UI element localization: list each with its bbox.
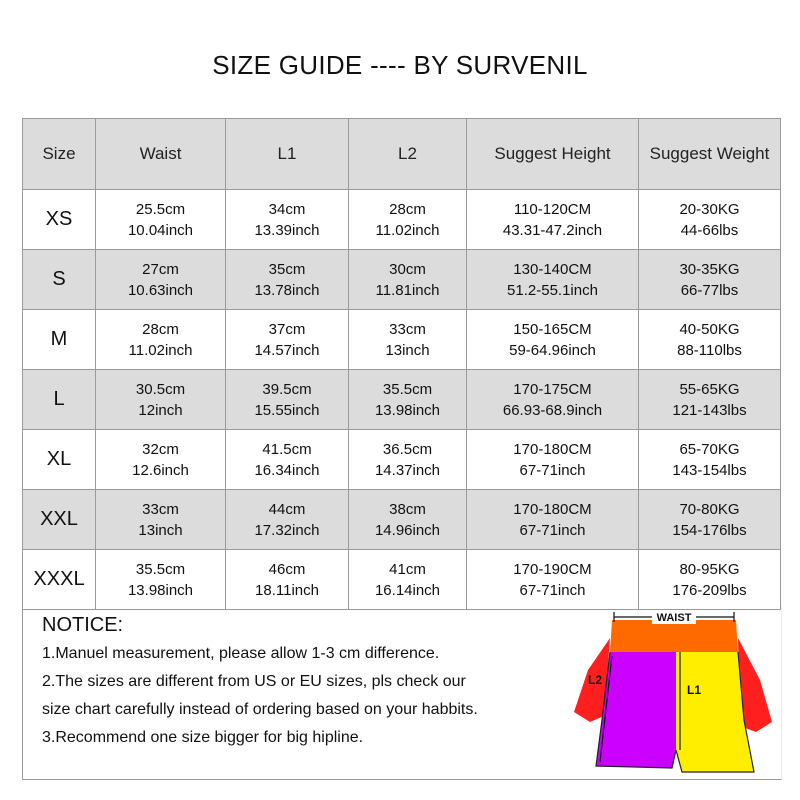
height-cell (467, 430, 639, 490)
height-imperial-value: 43.31-47.2inch (502, 221, 603, 239)
weight-metric-value: 80-95KG (679, 560, 740, 578)
notice-line-2: 2.The sizes are different from US or EU sizes, pls check our (42, 673, 466, 690)
height-imperial-value: 67-71inch (519, 581, 586, 599)
table-row (23, 310, 781, 370)
l1-cell (226, 430, 349, 490)
shorts-waistband (610, 620, 738, 652)
l1-imperial-value: 13.39inch (254, 221, 320, 239)
l2-cell (349, 430, 467, 490)
height-metric-value: 130-140CM (513, 260, 592, 278)
l1-cell (226, 490, 349, 550)
l1-metric-value: 37cm (268, 320, 306, 338)
weight-imperial-value: 66-77lbs (680, 281, 739, 299)
height-imperial-value: 51.2-55.1inch (507, 281, 598, 299)
waist-metric-value: 25.5cm (135, 200, 186, 218)
height-cell (467, 310, 639, 370)
l2-metric-value: 41cm (389, 560, 426, 578)
shorts-diagram (560, 600, 800, 790)
header-l1: L1 (226, 119, 349, 190)
waist-imperial-value: 12.6inch (132, 461, 189, 479)
l1-imperial-value: 14.57inch (254, 341, 320, 359)
l2-metric-value: 36.5cm (382, 440, 433, 458)
header-size: Size (23, 119, 96, 190)
l1-metric-value: 35cm (268, 260, 306, 278)
l2-cell (349, 310, 467, 370)
l1-metric-value: 46cm (268, 560, 306, 578)
size-cell: S (23, 250, 96, 310)
notice-line-4: 3.Recommend one size bigger for big hipline. (42, 729, 364, 746)
l2-metric-value: 33cm (389, 320, 426, 338)
weight-cell (639, 250, 781, 310)
waist-imperial-value: 13inch (138, 521, 183, 539)
weight-metric-value: 65-70KG (679, 440, 740, 458)
weight-cell (639, 490, 781, 550)
weight-imperial-value: 121-143lbs (672, 401, 747, 419)
weight-imperial-value: 88-110lbs (677, 341, 742, 359)
height-cell (467, 190, 639, 250)
height-metric-value: 170-180CM (513, 440, 592, 458)
l2-metric-value: 38cm (389, 500, 426, 518)
l2-cell (349, 490, 467, 550)
weight-metric-value: 70-80KG (679, 500, 740, 518)
l1-cell (226, 310, 349, 370)
page-title: SIZE GUIDE ---- BY SURVENIL (212, 50, 588, 80)
waist-imperial-value: 11.02inch (128, 341, 193, 359)
waist-metric-value: 35.5cm (135, 560, 186, 578)
waist-cell (96, 190, 226, 250)
table-row (23, 370, 781, 430)
l1-imperial-value: 18.11inch (255, 581, 319, 599)
l1-cell (226, 250, 349, 310)
waist-imperial-value: 13.98inch (127, 581, 194, 599)
notice-line-1: 1.Manuel measurement, please allow 1-3 cm difference. (42, 645, 440, 662)
table-row (23, 190, 781, 250)
weight-metric-value: 55-65KG (679, 380, 740, 398)
waist-cell (96, 310, 226, 370)
waist-metric-value: 32cm (142, 440, 179, 458)
size-cell: XXXL (23, 550, 96, 610)
l2-label: L2 (588, 673, 603, 687)
l2-cell (349, 370, 467, 430)
weight-cell (639, 430, 781, 490)
table-row (23, 250, 781, 310)
l1-metric-value: 39.5cm (262, 380, 312, 398)
l1-metric-value: 44cm (268, 500, 306, 518)
l2-imperial-value: 14.37inch (374, 461, 441, 479)
weight-cell (639, 370, 781, 430)
waist-label: WAIST (656, 612, 692, 624)
l1-imperial-value: 15.55inch (254, 401, 320, 419)
height-metric-value: 110-120CM (513, 200, 592, 218)
l2-imperial-value: 16.14inch (374, 581, 441, 599)
waist-cell (96, 370, 226, 430)
waist-imperial-value: 12inch (138, 401, 183, 419)
l2-cell (349, 190, 467, 250)
waist-metric-value: 33cm (142, 500, 179, 518)
waist-metric-value: 30.5cm (135, 380, 186, 398)
waist-cell (96, 250, 226, 310)
height-cell (467, 250, 639, 310)
l2-metric-value: 30cm (389, 260, 426, 278)
size-cell: XS (23, 190, 96, 250)
weight-imperial-value: 154-176lbs (672, 521, 747, 539)
notice-title: NOTICE: (42, 614, 124, 636)
weight-cell (639, 310, 781, 370)
weight-imperial-value: 44-66lbs (680, 221, 739, 239)
notice-line-3: size chart carefully instead of ordering based on your habbits. (42, 701, 478, 718)
l2-metric-value: 28cm (389, 200, 426, 218)
waist-cell (96, 430, 226, 490)
header-waist: Waist (96, 119, 226, 190)
header-l2: L2 (349, 119, 467, 190)
header-suggest-height: Suggest Height (467, 119, 639, 190)
size-chart-table (22, 118, 781, 610)
l2-imperial-value: 13.98inch (374, 401, 441, 419)
height-metric-value: 170-180CM (513, 500, 592, 518)
height-cell (467, 370, 639, 430)
waist-cell (96, 550, 226, 610)
table-header-row (23, 119, 781, 190)
l1-imperial-value: 13.78inch (254, 281, 320, 299)
height-imperial-value: 66.93-68.9inch (502, 401, 603, 419)
header-suggest-weight: Suggest Weight (639, 119, 781, 190)
l2-imperial-value: 14.96inch (374, 521, 441, 539)
l1-metric-value: 34cm (268, 200, 306, 218)
height-metric-value: 170-190CM (513, 560, 592, 578)
weight-imperial-value: 143-154lbs (672, 461, 747, 479)
l2-metric-value: 35.5cm (382, 380, 433, 398)
size-cell: XL (23, 430, 96, 490)
height-imperial-value: 59-64.96inch (509, 341, 596, 359)
height-imperial-value: 67-71inch (519, 461, 586, 479)
weight-metric-value: 40-50KG (679, 320, 740, 338)
waist-imperial-value: 10.04inch (127, 221, 194, 239)
size-cell: M (23, 310, 96, 370)
waist-metric-value: 27cm (142, 260, 179, 278)
l1-cell (226, 550, 349, 610)
waist-cell (96, 490, 226, 550)
l2-imperial-value: 13inch (385, 341, 430, 359)
l1-cell (226, 370, 349, 430)
l1-metric-value: 41.5cm (262, 440, 312, 458)
l1-cell (226, 190, 349, 250)
weight-metric-value: 30-35KG (679, 260, 740, 278)
l1-label: L1 (687, 683, 702, 697)
waist-imperial-value: 10.63inch (127, 281, 194, 299)
height-metric-value: 150-165CM (513, 320, 592, 338)
l1-imperial-value: 17.32inch (254, 521, 320, 539)
weight-imperial-value: 176-209lbs (672, 581, 747, 599)
l2-imperial-value: 11.02inch (375, 221, 440, 239)
table-row (23, 430, 781, 490)
waist-metric-value: 28cm (142, 320, 179, 338)
height-imperial-value: 67-71inch (519, 521, 586, 539)
l2-cell (349, 250, 467, 310)
l1-imperial-value: 16.34inch (254, 461, 320, 479)
l2-cell (349, 550, 467, 610)
size-cell: XXL (23, 490, 96, 550)
weight-cell (639, 190, 781, 250)
table-row (23, 490, 781, 550)
size-cell: L (23, 370, 96, 430)
height-metric-value: 170-175CM (513, 380, 592, 398)
height-cell (467, 490, 639, 550)
l2-imperial-value: 11.81inch (375, 281, 440, 299)
weight-metric-value: 20-30KG (679, 200, 740, 218)
